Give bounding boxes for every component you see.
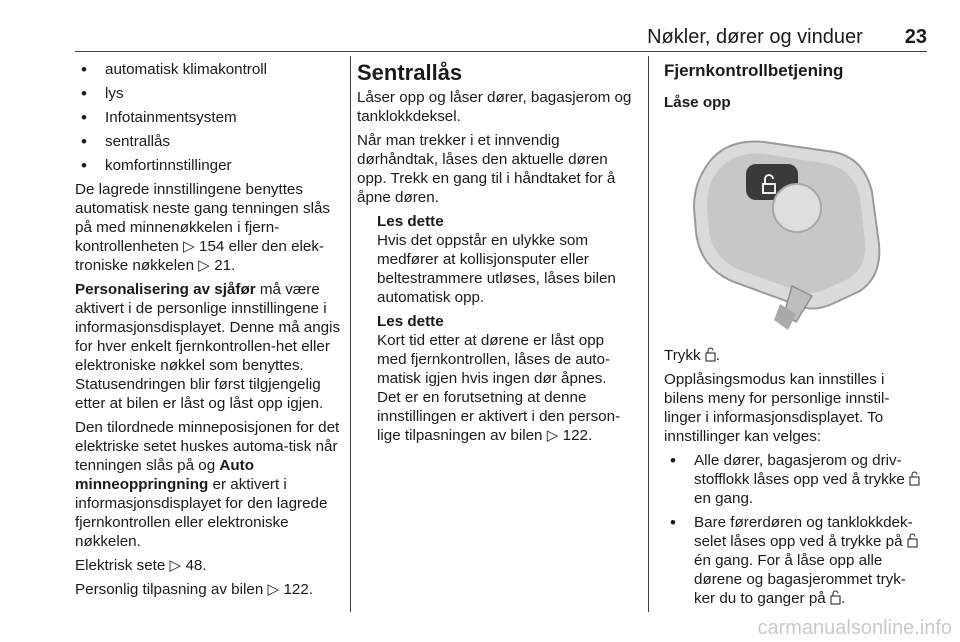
- note-text: Hvis det oppstår en ulykke som medfører at kollisjonsputer eller beltestrammere utløses, låses bilen automatisk opp.: [377, 232, 616, 306]
- text: Elektrisk sete: [75, 557, 166, 574]
- note-box: [377, 312, 632, 445]
- text: Kort tid etter at dørene er låst opp med fjernkontrollen, låses de auto-matisk igjen hvis ingen dør åpnes. Det er en forutsetning at denne innstillingen er aktivert i den person-lige tilpasningen av bilen: [377, 332, 621, 444]
- paragraph: Når man trekker i et innvendig dørhåndtak, låses den aktuelle døren opp. Trekk en gang til i håndtaket for å åpne døren.: [357, 132, 616, 206]
- list-item: [664, 513, 926, 608]
- paragraph: [75, 280, 343, 413]
- paragraph: [664, 346, 926, 365]
- list-item: • Infotainmentsystem: [75, 108, 343, 127]
- paragraph: Låser opp og låser dører, bagasjerom og tanklokkdeksel.: [357, 89, 632, 125]
- text: eller den elek-troniske nøkkelen: [75, 238, 324, 274]
- text: Personlig tilpasning av bilen: [75, 581, 264, 598]
- unlock-icon: [909, 471, 920, 486]
- text: Den tilordnede minneposisjonen for det elektriske setet huskes automa-tisk når tenningen slås på og: [75, 419, 340, 474]
- text: er aktivert i informasjonsdisplayet for den lagrede fjernkontrollen eller elektroniske nøkkelen.: [75, 476, 328, 550]
- unlock-icon: [830, 590, 841, 605]
- page-header: [75, 26, 927, 50]
- section-heading: Sentrallås: [357, 60, 463, 85]
- header-rule: [75, 51, 927, 52]
- text: .: [840, 590, 846, 607]
- unlock-icon: [907, 533, 918, 548]
- column-divider-1: [350, 56, 351, 612]
- list-item: • lys: [75, 84, 343, 103]
- page-ref[interactable]: 48.: [185, 557, 207, 574]
- paragraph: [75, 580, 343, 599]
- text: en gang.: [694, 490, 754, 507]
- chapter-title: Nøkler, dører og vinduer: [647, 26, 863, 48]
- text: må være aktivert i de personlige innstillingene i informasjonsdisplayet. Denne må angis for hver enkelt fjernkontrollen-het eller elektroniske nøkkel som benyttes. Statusendringen blir først tilgjengelig etter at bilen er låst og låst opp igjen.: [75, 281, 341, 412]
- list-item: • sentrallås: [75, 132, 343, 151]
- watermark: carmanualsonline.info: [757, 617, 952, 639]
- paragraph: Opplåsingsmodus kan innstilles i bilens meny for personlige innstil-linger i informasjonsdisplayet. To innstillinger kan velges:: [664, 371, 890, 445]
- paragraph: [75, 180, 343, 275]
- page-reference-arrow-icon: ▷: [267, 581, 280, 598]
- text: De lagrede innstillingene benyttes automatisk neste gang tenningen slås på med minnenøkkelen i fjern-kontrollenheten: [75, 181, 330, 255]
- page-reference-arrow-icon: ▷: [546, 427, 559, 444]
- note-title: Les dette: [377, 213, 444, 230]
- note-text: [377, 331, 632, 445]
- section-heading: Fjernkontrollbetjening: [664, 61, 844, 80]
- page-reference-arrow-icon: ▷: [198, 257, 210, 274]
- setting-name: Personalisering av sjåfør: [75, 281, 256, 298]
- setting-name: Auto minneoppringning: [75, 457, 255, 493]
- note-box: [377, 212, 632, 307]
- column-2: [357, 60, 632, 450]
- list-item: • automatisk klimakontroll: [75, 60, 343, 79]
- text: Bare førerdøren og tanklokkdek-selet låses opp ved å trykke på: [694, 514, 913, 550]
- page-ref[interactable]: 122.: [283, 581, 313, 598]
- page-ref[interactable]: 122.: [562, 427, 593, 444]
- column-1: [75, 60, 343, 604]
- text: Trykk: [664, 347, 701, 364]
- list-item: • komfortinnstillinger: [75, 156, 343, 175]
- page-reference-arrow-icon: ▷: [183, 238, 195, 255]
- feature-list: [75, 60, 343, 175]
- paragraph: [75, 418, 343, 551]
- page-ref[interactable]: 154: [199, 238, 225, 255]
- text: Alle dører, bagasjerom og driv-stofflokk låses opp ved å trykke: [694, 452, 905, 488]
- text: én gang. For å låse opp alle dørene og bagasjerommet tryk-ker du to ganger på: [694, 552, 906, 607]
- paragraph: [75, 556, 343, 575]
- page-ref[interactable]: 21.: [214, 257, 236, 274]
- unlock-icon: [705, 347, 716, 362]
- list-item: [664, 451, 926, 508]
- column-3: [664, 60, 926, 613]
- subsection-heading: Låse opp: [664, 94, 731, 111]
- note-title: Les dette: [377, 313, 444, 330]
- page-reference-arrow-icon: ▷: [169, 557, 182, 574]
- page-number: 23: [904, 26, 927, 48]
- text: .: [715, 347, 721, 364]
- column-divider-2: [648, 56, 649, 612]
- option-list: [664, 451, 926, 608]
- remote-key-illustration: [664, 126, 926, 336]
